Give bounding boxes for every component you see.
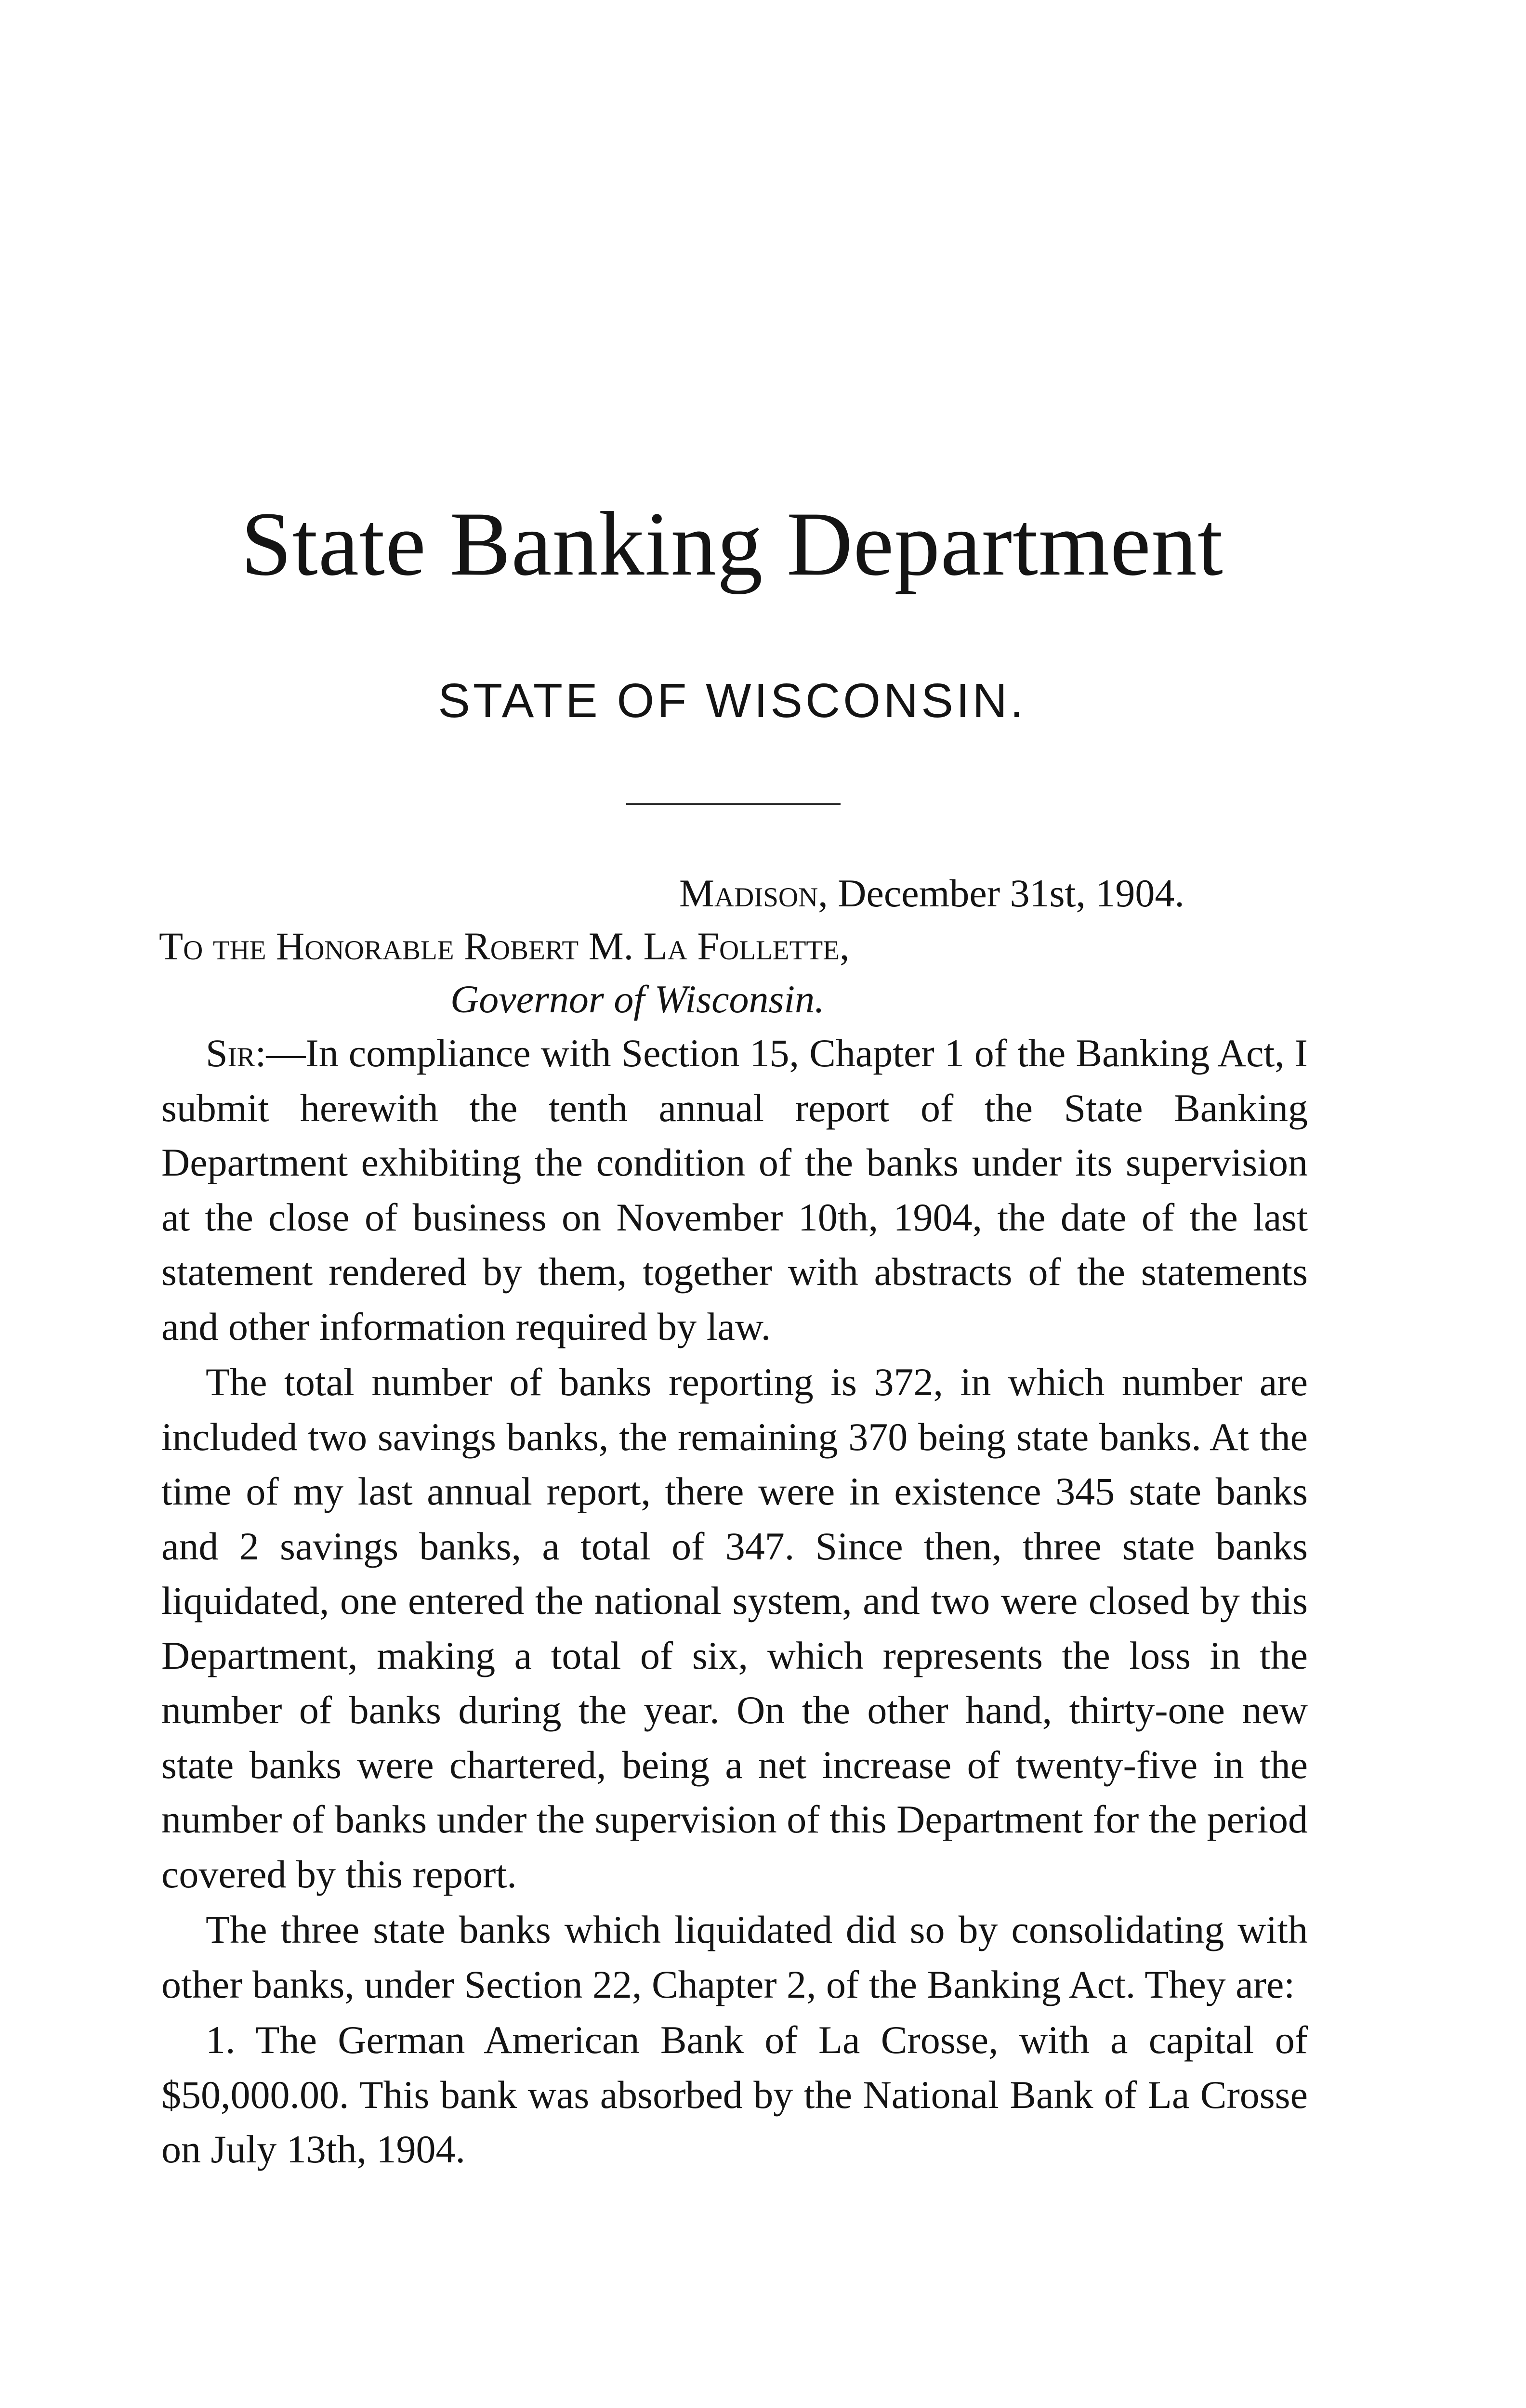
addressee: To the Honorable Robert M. La Follette, [159,924,850,968]
paragraph-3: The three state banks which liquidated did so by consolidating with other banks, under Section 22, Chapter 2, of the Banking Act. They are: [161,1908,1308,2006]
page-title: State Banking Department [241,494,1223,595]
paragraph-4: 1. The German American Bank of La Crosse, with a capital of $50,000.00. This bank was absorbed by the National Bank of La Crosse on July 13th, 1904. [161,2018,1308,2171]
paragraph-2: The total number of banks reporting is 372, in which number are included two savings banks, the remaining 370 being state banks. At the time of my last annual report, there were in existence 345 state banks and 2 savings banks, a total of 347. Since then, three state banks liquidated, one entered the national system, and two were closed by this Department, making a total of six, which represents the loss in the number of banks during the year. On the other hand, thirty-one new state banks were chartered, being a net increase of twenty-five in the number of banks under the supervision of this Department for the period covered by this report. [161,1360,1308,1896]
letter-body [161,1026,1308,2177]
title-divider [626,803,841,805]
paragraph-1 [161,1026,1308,1354]
addressee-title: Governor of Wisconsin. [450,977,825,1021]
page-subtitle: STATE OF WISCONSIN. [438,674,1026,728]
paragraph-1-text: :—In compliance with Section 15, Chapter 1 of the Banking Act, I submit herewith the tenth annual report of the State Banking Department exhibiting the condition of the banks under its supervision at the close of business on November 10th, 1904, the date of the last statement rendered by them, together with abstracts of the statements and other information required by law. [161,1031,1308,1348]
salutation: Sir [206,1031,255,1075]
dateline-date: , December 31st, 1904. [818,871,1184,915]
dateline [679,867,1184,920]
dateline-place: Madison [679,871,818,915]
